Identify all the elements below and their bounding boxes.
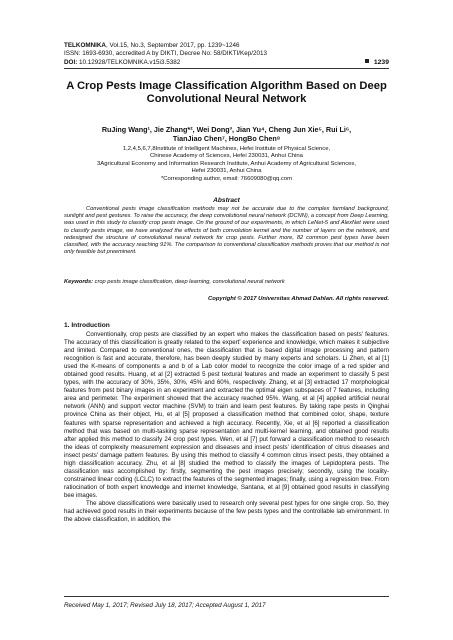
journal-citation bbox=[64, 42, 394, 50]
journal-header bbox=[64, 42, 394, 67]
author-list bbox=[70, 125, 383, 143]
section-heading-introduction: 1. Introduction bbox=[64, 322, 110, 329]
issn-line: ISSN: 1693-6930, accredited A by DIKTI, Decree No: 58/DIKTI/Kep/2013 bbox=[64, 50, 268, 58]
page-number bbox=[365, 59, 389, 66]
keywords-text: crop pests image classification, deep learning, convolutional neural network bbox=[93, 279, 285, 285]
abstract-body: Conventional pests image classification methods may not be accurate due to the complex farmland background, sunlight and pest gestures. To raise the accuracy, the deep convolutional neural network (DCNN), a concept from Deep Learning, was used in this study to classify crop pests image. On the ground of our experiments, in which LeNet-5 and AlexNet were used to classify pests image, we have analyzed the effects of both convolution kernel and the number of layers on the network, and redesigned the structure of convolutional neural network for crop pests. Further more, 82 common pest types have been classified, with the accuracy reaching 91%. The comparison to conventional classification methods proves that our method is not only feasible but preeminent. bbox=[64, 206, 389, 256]
paper-title: A Crop Pests Image Classification Algorithm Based on Deep Convolutional Neural Network bbox=[66, 80, 387, 106]
affiliation-line-2: Chinese Academy of Sciences, Hefei 230031, Anhui China bbox=[150, 153, 303, 160]
received-dates: Received May 1, 2017; Revised July 18, 2017; Accepted August 1, 2017 bbox=[64, 602, 266, 609]
square-bullet-icon bbox=[365, 59, 369, 63]
page-number-value: 1239 bbox=[373, 59, 389, 66]
abstract-heading: Abstract bbox=[213, 197, 240, 204]
corresponding-author: *Corresponding author, email: 76609080@qq.com bbox=[160, 175, 293, 182]
header-rule bbox=[64, 68, 389, 69]
affiliation-line-4: Hefei 230031, Anhui China bbox=[191, 168, 262, 175]
footer-rule bbox=[64, 596, 389, 597]
introduction-paragraph-1: Conventionally, crop pests are classified by an expert who makes the classification based on pests' features. The accuracy of this classification is greatly related to the expert' experience and knowledge, which makes it subjective and limited. Compared to conventional ones, the classification that is based digital image processing and pattern recognition is fast and accurate, therefore, has been deeply studied by many experts and scholars. Li Zhen, et al [1] used the K-means of components a and b of a Lab color model to recognize the color image of a red spider and obtained good results. Huang, et al [2] extracted 5 pest textural features and made an experiment to classify 5 pest types, with the accuracy of 30%, 35%, 30%, 45% and 60%, respectively. Zhang, et al [3] extracted 17 morphological features from pest binary images in an experiment and extracted the optimal eigen subspaces of 7 features, including area and perimeter. The experiment showed that the accuracy reached 95%. Wang, et al [4] applied artificial neural network (ANN) and support vector machine (SVM) to train and learn pest features. By taking rape pests in Qinghai province China as their object, Hu, et al [5] proposed a classification method that combined color, shape, texture features with sparse representation and achieved a high accuracy. Recently, Xie, et al [6] reported a classification method that was based on multi-tasking sparse representation and multi-kernel learning, and obtained good results after applied this method to classify 24 crop pest types. Wen, et al [7] put forward a classification method to research the ideas of complexity measurement expression and diseases and insect pests' identification of citrus diseases and insect pests' damage pattern features. By using this method to classify 4 common citrus insect pests, they obtained a high classification accuracy. Zhu, et al [8] studied the method to classify the images of Lepidoptera pests. The classification was accomplished by: firstly, segmenting the pest images precisely; secondly, using the locality-constrained linear coding (LCLC) to extract the features of the segmented images; finally, using a regression tree. From ratiocination of both expert knowledge and internet knowledge, Santana, et al [9] obtained good results in classifying bee images. bbox=[64, 331, 389, 499]
affiliations bbox=[64, 146, 389, 183]
journal-volume: , Vol.15, No.3, September 2017, pp. 1239~1246 bbox=[105, 42, 240, 49]
copyright-notice: Copyright © 2017 Universitas Ahmad Dahlan. All rights reserved. bbox=[207, 296, 389, 302]
doi-line bbox=[64, 59, 394, 67]
journal-name: TELKOMNIKA bbox=[64, 42, 106, 49]
author-line-1: RuJing Wang¹, Jie Zhang*², Wei Dong³, Jian Yu⁴, Cheng Jun Xie⁵, Rui Li⁶, bbox=[101, 125, 352, 134]
doi-label: DOI: bbox=[64, 58, 78, 66]
keywords-label: Keywords: bbox=[64, 279, 94, 285]
introduction-body bbox=[64, 331, 389, 524]
affiliation-line-3: 3Agricultural Economy and Information Research Institute, Anhui Academy of Agricultural Sciences, bbox=[97, 160, 356, 167]
doi-value: 10.12928/TELKOMNIKA.v15i3.5382 bbox=[77, 58, 181, 66]
affiliation-line-1: 1,2,4,5,6,7,8Institute of Intelligent Machines, Hefei Institute of Physical Science, bbox=[122, 146, 331, 152]
introduction-paragraph-2: The above classifications were basically used to research only several pest types for one single crop. So, they had achieved good results in their experiments because of the few pests types and the controllable lab environment. In the above classification, in addition, the bbox=[64, 499, 389, 524]
author-line-2: TianJiao Chen⁷, HongBo Chen⁸ bbox=[172, 134, 281, 143]
keywords bbox=[64, 279, 389, 286]
